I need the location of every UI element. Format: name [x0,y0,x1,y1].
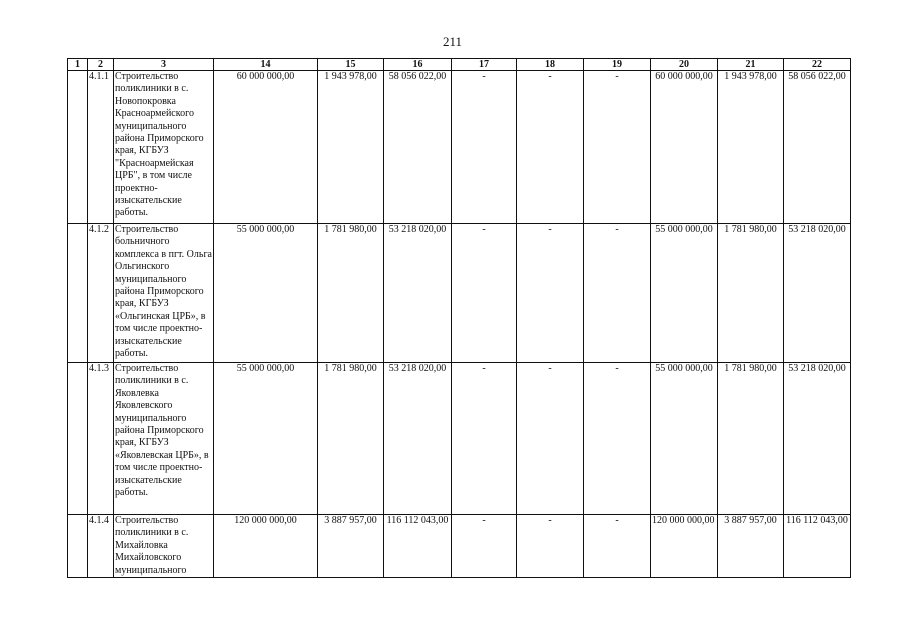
cell-col20: 60 000 000,00 [651,71,718,224]
cell-col16: 116 112 043,00 [384,515,452,578]
column-header: 20 [651,59,718,71]
item-description: Строительство поликлиники в с. Яковлевка Яковлевского муниципального района Приморского края, КГБУЗ «Яковлевская ЦРБ», в том числе проектно-изыскательские работы. [114,363,214,515]
empty-cell [68,363,88,515]
cell-col15: 1 781 980,00 [318,363,384,515]
column-header: 2 [88,59,114,71]
cell-col15: 1 943 978,00 [318,71,384,224]
table-row [68,515,851,578]
cell-col17: - [452,224,517,363]
empty-cell [68,224,88,363]
cell-col19: - [584,71,651,224]
cell-col20: 55 000 000,00 [651,363,718,515]
column-header: 15 [318,59,384,71]
item-code: 4.1.2 [88,224,114,363]
empty-cell [68,515,88,578]
cell-col19: - [584,224,651,363]
cell-col17: - [452,71,517,224]
cell-col21: 1 943 978,00 [718,71,784,224]
column-header: 17 [452,59,517,71]
column-header: 21 [718,59,784,71]
cell-col22: 116 112 043,00 [784,515,851,578]
column-header: 14 [214,59,318,71]
cell-col14: 60 000 000,00 [214,71,318,224]
cell-col20: 120 000 000,00 [651,515,718,578]
page-number: 211 [442,34,463,49]
empty-cell [68,71,88,224]
cell-col16: 53 218 020,00 [384,224,452,363]
cell-col19: - [584,363,651,515]
item-description: Строительство поликлиники в с. Новопокровка Красноармейского муниципального района Приморского края, КГБУЗ "Красноармейская ЦРБ", в том числе проектно-изыскательские работы. [114,71,214,224]
cell-col17: - [452,363,517,515]
item-code: 4.1.3 [88,363,114,515]
cell-col21: 1 781 980,00 [718,224,784,363]
cell-col21: 1 781 980,00 [718,363,784,515]
column-header: 22 [784,59,851,71]
cell-col14: 55 000 000,00 [214,224,318,363]
cell-col19: - [584,515,651,578]
item-description: Строительство больничного комплекса в пгт. Ольга Ольгинского муниципального района Приморского края, КГБУЗ «Ольгинская ЦРБ», в том числе проектно-изыскательские работы. [114,224,214,363]
cell-col18: - [517,363,584,515]
cell-col15: 3 887 957,00 [318,515,384,578]
item-description: Строительство поликлиники в с. Михайловка Михайловского муниципального [114,515,214,578]
table-row [68,363,851,515]
column-header: 16 [384,59,452,71]
cell-col17: - [452,515,517,578]
cell-col16: 53 218 020,00 [384,363,452,515]
cell-col18: - [517,224,584,363]
table-row [68,71,851,224]
cell-col15: 1 781 980,00 [318,224,384,363]
item-code: 4.1.1 [88,71,114,224]
cell-col14: 55 000 000,00 [214,363,318,515]
table-row [68,224,851,363]
cell-col20: 55 000 000,00 [651,224,718,363]
cell-col22: 58 056 022,00 [784,71,851,224]
cell-col22: 53 218 020,00 [784,363,851,515]
cell-col22: 53 218 020,00 [784,224,851,363]
item-code: 4.1.4 [88,515,114,578]
cell-col18: - [517,515,584,578]
column-header: 19 [584,59,651,71]
column-header: 18 [517,59,584,71]
header-row [68,59,851,71]
cell-col16: 58 056 022,00 [384,71,452,224]
cell-col14: 120 000 000,00 [214,515,318,578]
column-header: 1 [68,59,88,71]
column-header: 3 [114,59,214,71]
cell-col21: 3 887 957,00 [718,515,784,578]
cell-col18: - [517,71,584,224]
budget-table [67,58,851,578]
